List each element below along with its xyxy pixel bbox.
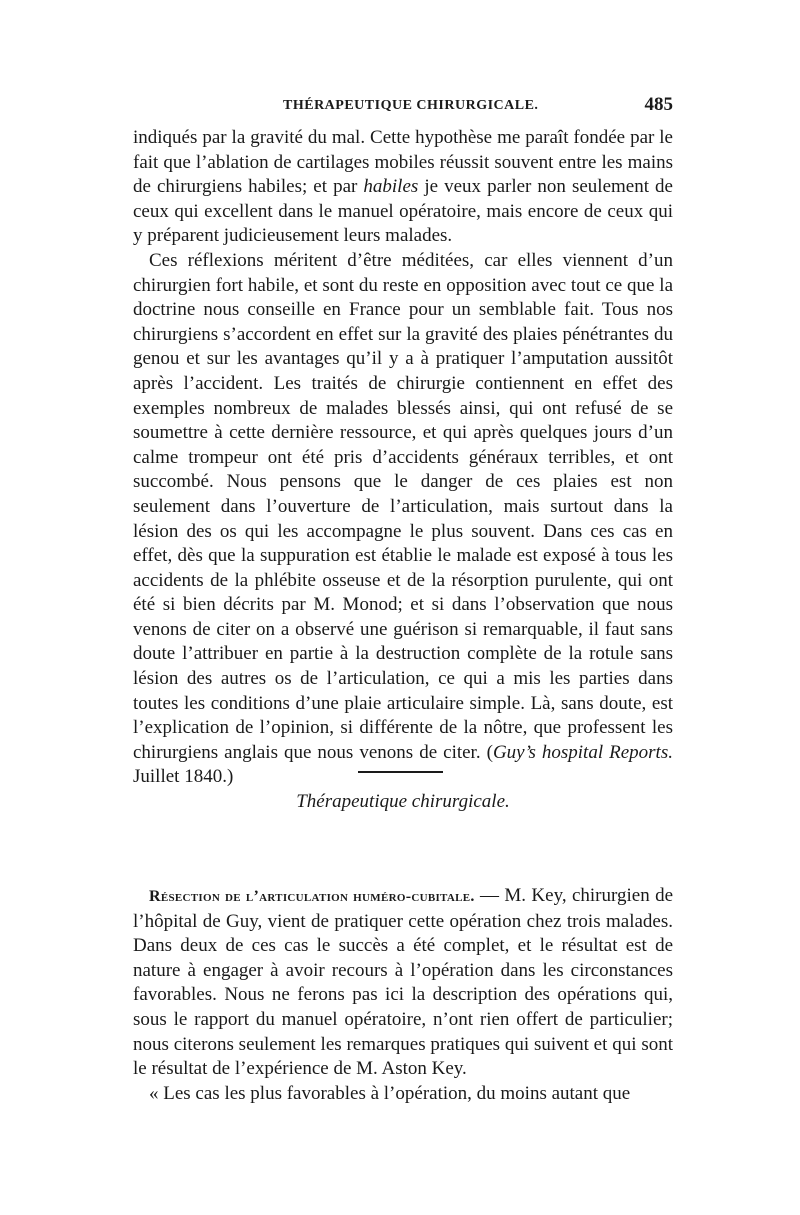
- running-head: THÉRAPEUTIQUE CHIRURGICALE.: [283, 98, 539, 113]
- paragraph-1-emphasis: habiles: [363, 176, 419, 198]
- page-header: [133, 94, 673, 122]
- paragraph-2-text-b: Juillet 1840.): [133, 766, 234, 788]
- section-heading: Résection de l’articulation huméro-cubitale.: [149, 888, 475, 905]
- section-title: Thérapeutique chirurgicale.: [296, 791, 510, 812]
- paragraph-1: [133, 126, 673, 249]
- paragraph-2-text-a: Ces réflexions méritent d’être méditées, car elles viennent d’un chirurgien fort habile, et sont du reste en opposition avec tout ce que la doctrine nous conseille en France pour un semblable fait. Tous nos chirurgiens s’accordent en effet sur la gravité des plaies pénétrantes du genou et sur les avantages qu’il y a à pratiquer l’amputation aussitôt après l’accident. Les traités de chirurgie contiennent en effet des exemples nombreux de malades blessés ainsi, qui ont refusé de se soumettre à cette dernière ressource, et qui après quelques jours d’un calme trompeur ont été pris d’accidents généraux terribles, et ont succombé. Nous pensons que le danger de ces plaies est non seulement dans l’ouverture de l’articulation, mais surtout dans la lésion des os qui les accompagne le plus souvent. Dans ces cas en effet, dès que la suppuration est établie le malade est exposé à tous les accidents de la phlébite osseuse et de la résorption purulente, qui ont été si bien décrits par M. Monod; et si dans l’observation que nous venons de citer on a observé une guérison si remarquable, il faut sans doute l’attribuer en partie à la destruction complète de la rotule sans lésion des autres os de l’articulation, ce qui a mis les parties dans toutes les conditions d’une plaie articulaire simple. Là, sans doute, est l’explication de l’opinion, si différente de la nôtre, que professent les chirurgiens anglais que nous venons de citer. (: [133, 249, 673, 763]
- section-divider: [358, 771, 443, 773]
- section-paragraph-1-text: — M. Key, chirurgien de l’hôpital de Guy, vient de pratiquer cette opération chez trois malades. Dans deux de ces cas le succès a été complet, et le résultat est de nature à engager à avoir recours à l’opération dans les circonstances favorables. Nous ne ferons pas ici la description des opérations qui, sous le rapport du manuel opératoire, n’ont rien offert de particulier; nous citerons seulement les remarques pratiques qui suivent et qui sont le résultat de l’expérience de M. Aston Key.: [133, 885, 673, 1080]
- paragraph-1-text-a: indiqués par la gravité du mal. Cette hypothèse me paraît fondée par le fait que l’ablation de cartilages mobiles réussit souvent entre les mains de chirurgiens habiles; et par: [133, 127, 673, 198]
- body-text-top: [133, 126, 673, 790]
- body-text-section: [133, 884, 673, 1106]
- citation-title: Guy’s hospital Reports.: [492, 741, 673, 763]
- section-paragraph-2: « Les cas les plus favorables à l’opération, du moins autant que: [149, 1082, 631, 1104]
- section-paragraph-1: [133, 884, 673, 1082]
- page-number: 485: [644, 94, 673, 115]
- paragraph-2: [133, 249, 673, 790]
- paragraph-1-text-b: je veux parler non seulement de ceux qui excellent dans le manuel opératoire, mais encore de ceux qui y préparent judicieusement leurs malades.: [133, 176, 673, 247]
